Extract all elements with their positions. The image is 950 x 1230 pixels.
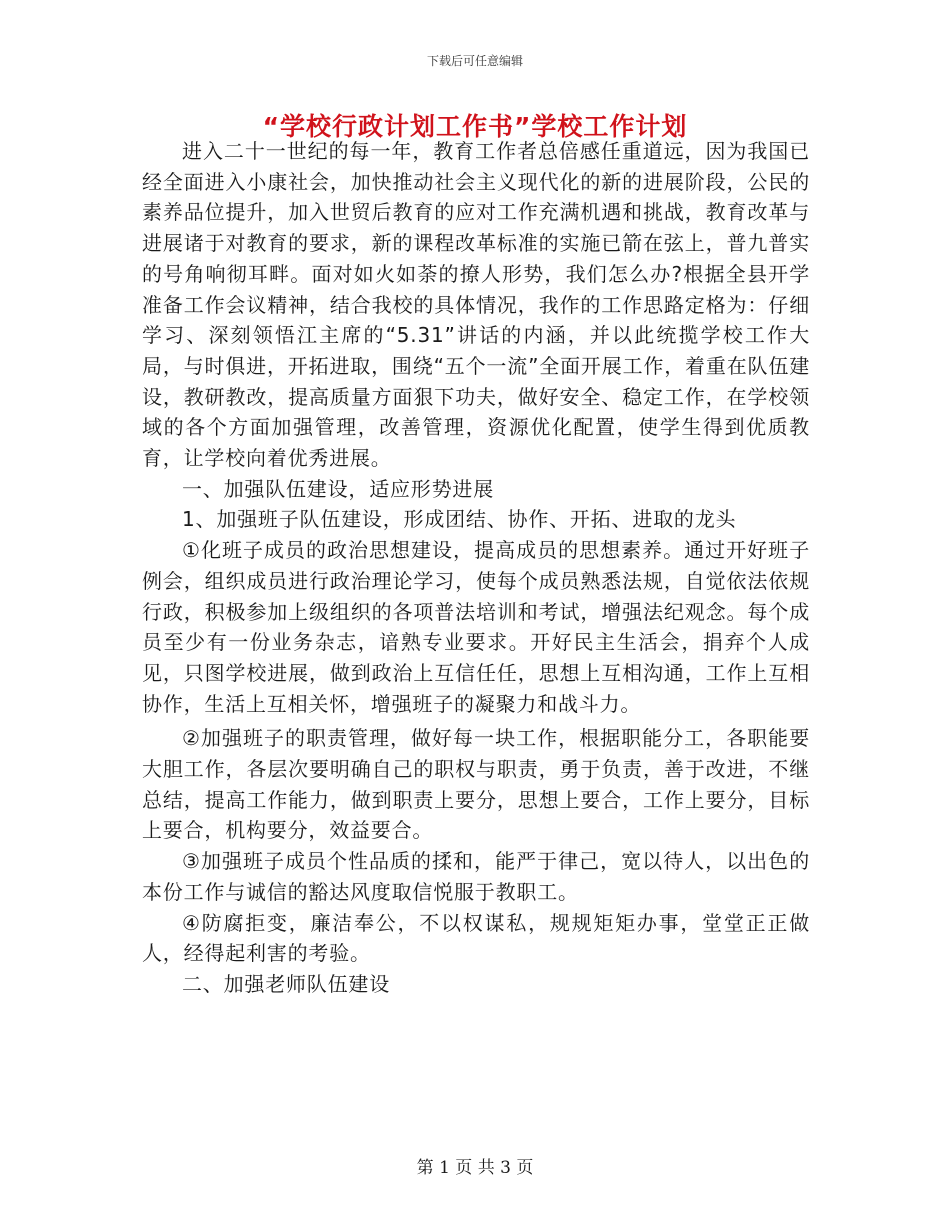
document-body bbox=[142, 136, 810, 1000]
paragraph-item-2: ②加强班子的职责管理，做好每一块工作，根据职能分工，各职能要大胆工作，各层次要明确自己的职权与职责，勇于负责，善于改进，不继总结，提高工作能力，做到职责上要分，思想上要合，工作上要分，目标上要合，机构要分，效益要合。 bbox=[142, 726, 810, 843]
section-heading-1: 一、加强队伍建设，适应形势进展 bbox=[182, 476, 494, 501]
paragraph-item-3: ③加强班子成员个性品质的揉和，能严于律己，宽以待人，以出色的本份工作与诚信的豁达风度取信悦服于教职工。 bbox=[142, 849, 810, 904]
paragraph-item-1: ①化班子成员的政治思想建设，提高成员的思想素养。通过开好班子例会，组织成员进行政治理论学习，使每个成员熟悉法规，自觉依法依规行政，积极参加上级组织的各项普法培训和考试，增强法纪观念。每个成员至少有一份业务杂志，谙熟专业要求。开好民主生活会，捐弃个人成见，只图学校进展，做到政治上互信任任，思想上互相沟通，工作上互相协作，生活上互相关怀，增强班子的凝聚力和战斗力。 bbox=[142, 538, 810, 716]
section-heading-2: 二、加强老师队伍建设 bbox=[182, 971, 390, 996]
document-title: “学校行政计划工作书”学校工作计划 bbox=[262, 112, 688, 141]
paragraph-item-4: ④防腐拒变，廉洁奉公，不以权谋私，规规矩矩办事，堂堂正正做人，经得起利害的考验。 bbox=[142, 910, 810, 966]
header-note: 下载后可任意编辑 bbox=[426, 54, 523, 68]
subsection-heading-1: 1、加强班子队伍建设，形成团结、协作、开拓、进取的龙头 bbox=[182, 507, 737, 532]
paragraph-intro: 进入二十一世纪的每一年，教育工作者总倍感任重道远，因为我国已经全面进入小康社会，加快推动社会主义现代化的新的进展阶段，公民的素养品位提升，加入世贸后教育的应对工作充满机遇和挑战，教育改革与进展诸于对教育的要求，新的课程改革标准的实施已箭在弦上，普九普实的号角响彻耳畔。面对如火如荼的撩人形势，我们怎么办?根据全县开学准备工作会议精神，结合我校的具体情况，我作的工作思路定格为：仔细学习、深刻领悟江主席的“5.31”讲话的内涵，并以此统揽学校工作大局，与时俱进，开拓进取，围绕“五个一流”全面开展工作，着重在队伍建设，教研教改，提高质量方面狠下功夫，做好安全、稳定工作，在学校领域的各个方面加强管理，改善管理，资源优化配置，使学生得到优质教育，让学校向着优秀进展。 bbox=[142, 139, 810, 471]
page-number: 第 1 页 共 3 页 bbox=[416, 1158, 534, 1178]
